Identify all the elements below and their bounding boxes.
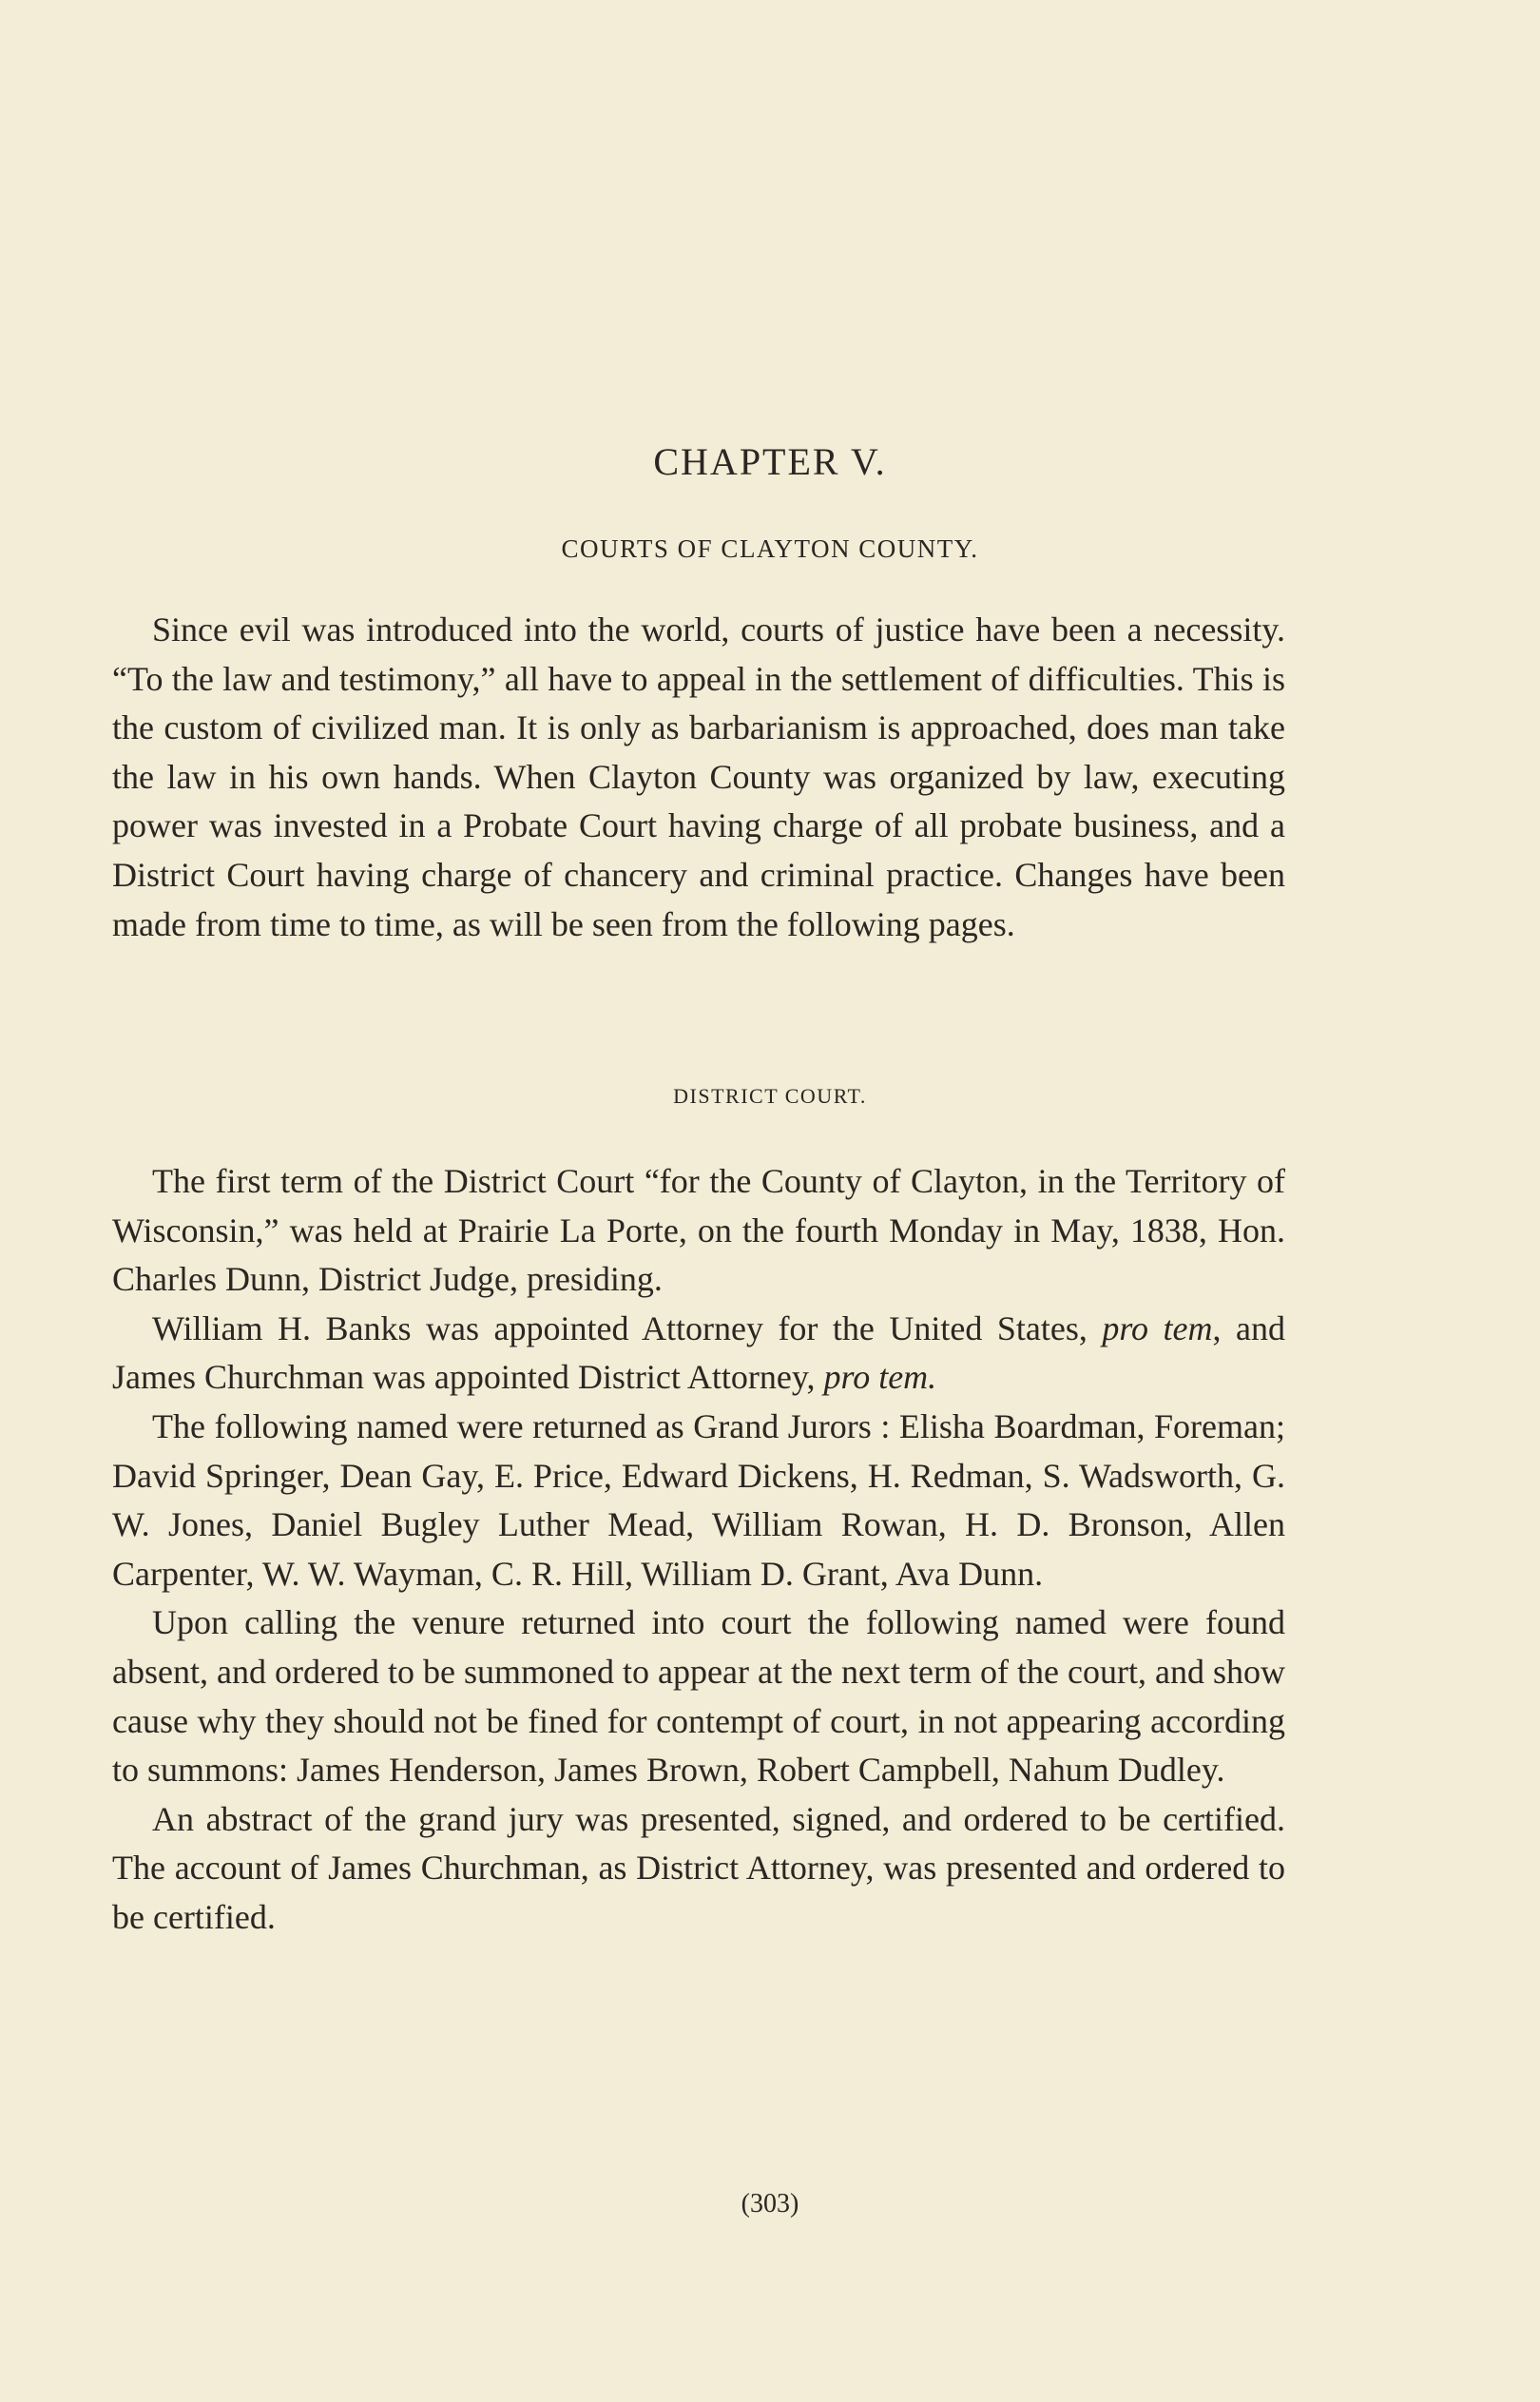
page-number: (303): [741, 2189, 799, 2218]
district-court-section: [112, 1157, 1285, 1943]
pro-tem-italic-1: pro tem: [1102, 1308, 1213, 1347]
chapter-subtitle: COURTS OF CLAYTON COUNTY.: [561, 534, 979, 563]
attorneys-text-a: William H. Banks was appointed Attorney for the United States,: [152, 1308, 1103, 1347]
court-paragraph-grand-jurors: The following named were returned as Grand Jurors : Elisha Boardman, Foreman; David Springer, Dean Gay, E. Price, Edward Dickens, H. Redman, S. Wadsworth, G. W. Jones, Daniel Bugley Luther Mead, William Rowan, H. D. Bronson, Allen Carpenter, W. W. Wayman, C. R. Hill, William D. Grant, Ava Dunn.: [112, 1406, 1285, 1593]
court-paragraph-absent-jurors: Upon calling the venure returned into court the following named were found absent, and ordered to be summoned to appear at the next term of the court, and show cause why they should not be fined for contempt of court, in not appearing according to summons: James Henderson, James Brown, Robert Campbell, Nahum Dudley.: [112, 1603, 1285, 1790]
intro-paragraph: Since evil was introduced into the world, courts of justice have been a necessity. “To the law and testimony,” all have to appeal in the settlement of difficulties. This is the custom of civilized man. It is only as barbarianism is approached, does man take the law in his own hands. When Clayton County was organized by law, executing power was invested in a Probate Court having charge of all probate business, and a District Court having charge of chancery and criminal practice. Changes have been made from time to time, as will be seen from the following pages.: [112, 610, 1285, 943]
pro-tem-italic-2: pro tem.: [823, 1358, 937, 1397]
court-paragraph-attorneys: [112, 1305, 1285, 1403]
court-paragraph-abstract: An abstract of the grand jury was presented, signed, and ordered to be certified. The account of James Churchman, as District Attorney, was presented and ordered to be certified.: [112, 1799, 1285, 1936]
chapter-title: CHAPTER V.: [653, 440, 887, 483]
section-heading-district-court: DISTRICT COURT.: [673, 1084, 867, 1108]
intro-section: [112, 606, 1285, 949]
attorneys-text-b: , and James Churchman was appointed District Attorney,: [112, 1308, 1285, 1397]
court-paragraph-first-term: The first term of the District Court “for the County of Clayton, in the Territory of Wisconsin,” was held at Prairie La Porte, on the fourth Monday in May, 1838, Hon. Charles Dunn, District Judge, presiding.: [112, 1162, 1285, 1299]
